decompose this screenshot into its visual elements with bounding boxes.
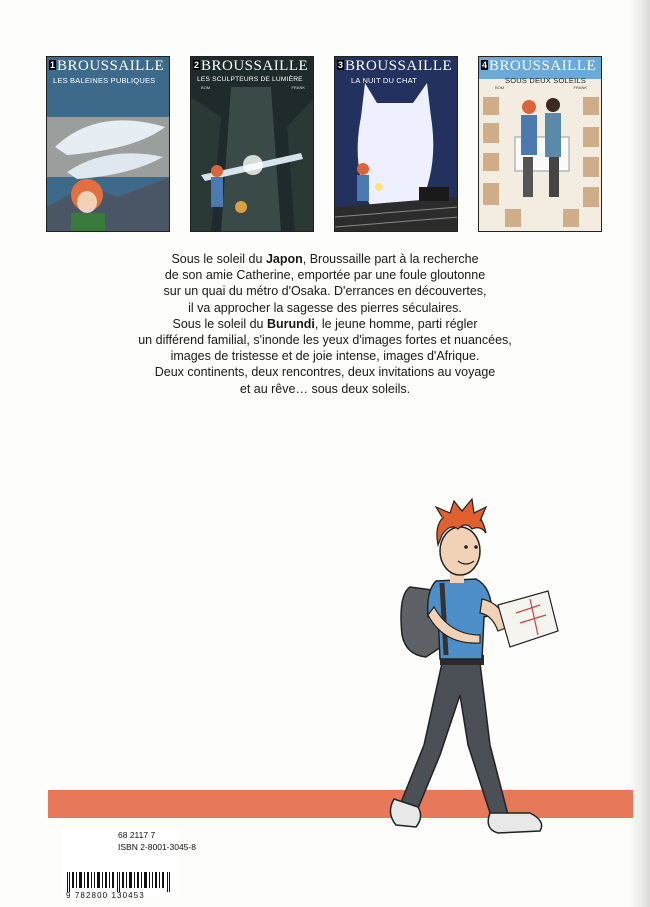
album-cover-4[interactable] bbox=[478, 56, 602, 232]
synopsis-line-7: images de tristesse et de joie intense, images d'Afrique. bbox=[170, 349, 480, 364]
synopsis-line-4: il va approcher la sagesse des pierres séculaires. bbox=[188, 300, 462, 315]
cover-2-author-left: BOM bbox=[201, 85, 211, 90]
broussaille-illustration bbox=[380, 495, 590, 855]
text-span: , le jeune homme, parti régler bbox=[314, 316, 478, 331]
cover-3-number: 3 bbox=[338, 60, 344, 70]
cover-4-number: 4 bbox=[482, 60, 488, 70]
cover-4-title: SOUS DEUX SOLEILS bbox=[505, 76, 586, 85]
album-cover-2[interactable] bbox=[190, 56, 314, 232]
ean-digits: 9 782800 130453 bbox=[66, 891, 145, 900]
cover-3-title: LA NUIT DU CHAT bbox=[351, 76, 418, 85]
synopsis bbox=[110, 251, 540, 397]
synopsis-line-6: un différend familial, s'inonde les yeux d'images fortes et nuancées, bbox=[138, 333, 512, 348]
album-covers bbox=[46, 56, 606, 232]
highlight-japon: Japon bbox=[265, 252, 303, 266]
cover-4-author-left: BOM bbox=[495, 85, 505, 90]
album-cover-3[interactable] bbox=[334, 56, 458, 232]
cover-2-art bbox=[191, 57, 314, 232]
synopsis-line-9: et au rêve… sous deux soleils. bbox=[239, 381, 411, 396]
synopsis-line-8: Deux continents, deux rencontres, deux invitations au voyage bbox=[154, 365, 496, 380]
cover-1-number: 1 bbox=[50, 60, 56, 70]
cover-1-series: BROUSSAILLE bbox=[57, 58, 165, 74]
cover-3-series: BROUSSAILLE bbox=[345, 58, 453, 74]
text-span: , Broussaille part à la recherche bbox=[302, 252, 479, 266]
text-span: Sous le soleil du bbox=[171, 252, 266, 266]
synopsis-line-1 bbox=[110, 251, 540, 267]
cover-2-author-right: FRANK bbox=[291, 85, 305, 90]
cover-2-series: BROUSSAILLE bbox=[201, 58, 309, 74]
cover-4-author-right: FRANK bbox=[573, 85, 587, 90]
cover-2-number: 2 bbox=[194, 60, 200, 70]
synopsis-line-3: sur un quai du métro d'Osaka. D'errances en découvertes, bbox=[163, 284, 487, 299]
barcode bbox=[65, 872, 177, 892]
synopsis-line-5 bbox=[110, 316, 540, 332]
cover-4-series: BROUSSAILLE bbox=[489, 58, 597, 74]
text-span: Sous le soleil du bbox=[172, 316, 267, 331]
highlight-burundi: Burundi bbox=[267, 316, 315, 331]
cover-1-title: LES BALEINES PUBLIQUES bbox=[53, 76, 156, 85]
synopsis-line-2: de son amie Catherine, emportée par une foule gloutonne bbox=[164, 268, 486, 283]
cover-2-title: LES SCULPTEURS DE LUMIÈRE bbox=[197, 76, 303, 83]
internal-ref: 68 2117 7 bbox=[118, 830, 156, 840]
spine-edge bbox=[628, 0, 650, 907]
isbn: ISBN 2-8001-3045-8 bbox=[118, 842, 196, 852]
album-cover-1[interactable] bbox=[46, 56, 170, 232]
